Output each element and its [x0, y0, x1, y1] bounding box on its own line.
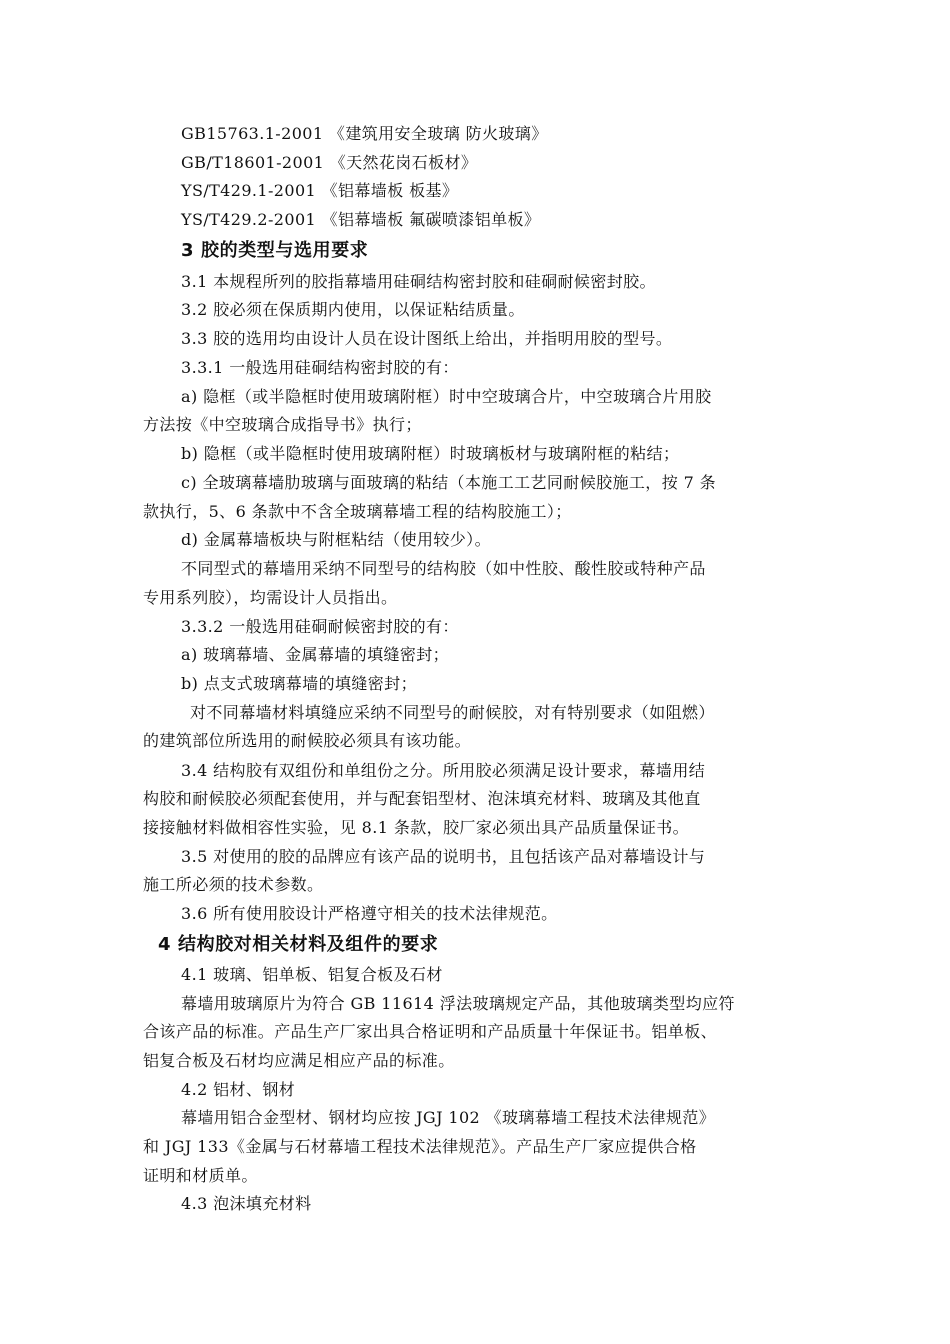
paragraph-line: 3.1 本规程所列的胶指幕墙用硅硐结构密封胶和硅硐耐候密封胶。: [181, 272, 656, 291]
paragraph-line: 4.3 泡沫填充材料: [181, 1194, 312, 1213]
standard-line: YS/T429.2-2001 《铝幕墙板 氟碳喷漆铝单板》: [181, 210, 541, 229]
paragraph-line: 铝复合板及石材均应满足相应产品的标准。: [143, 1051, 455, 1070]
paragraph-line: 3.5 对使用的胶的品牌应有该产品的说明书，且包括该产品对幕墙设计与: [181, 847, 706, 866]
paragraph-line: a) 玻璃幕墙、金属幕墙的填缝密封；: [181, 645, 450, 664]
paragraph-line: 4.1 玻璃、铝单板、铝复合板及石材: [181, 965, 443, 984]
paragraph-line: b) 点支式玻璃幕墙的填缝密封；: [181, 674, 417, 693]
paragraph-line: a) 隐框（或半隐框时使用玻璃附框）时中空玻璃合片，中空玻璃合片用胶: [181, 387, 712, 406]
paragraph-line: 3.3.1 一般选用硅硐结构密封胶的有：: [181, 358, 459, 377]
paragraph-line: 施工所必须的技术参数。: [143, 875, 324, 894]
paragraph-line: d) 金属幕墙板块与附框粘结（使用较少）。: [181, 530, 491, 549]
standard-line: GB15763.1-2001 《建筑用安全玻璃 防火玻璃》: [181, 124, 548, 143]
paragraph-line: 接接触材料做相容性实验，见 8.1 条款，胶厂家必须出具产品质量保证书。: [143, 818, 690, 837]
paragraph-line: 3.3 胶的选用均由设计人员在设计图纸上给出，并指明用胶的型号。: [181, 329, 673, 348]
paragraph-line: 3.3.2 一般选用硅硐耐候密封胶的有：: [181, 617, 459, 636]
paragraph-line: 证明和材质单。: [143, 1166, 258, 1185]
paragraph-line: 不同型式的幕墙用采纳不同型号的结构胶（如中性胶、酸性胶或特种产品: [181, 559, 706, 578]
paragraph-line: 专用系列胶），均需设计人员指出。: [143, 588, 398, 607]
paragraph-line: 款执行，5、6 条款中不含全玻璃幕墙工程的结构胶施工）；: [143, 502, 572, 521]
paragraph-line: 幕墙用铝合金型材、钢材均应按 JGJ 102 《玻璃幕墙工程技术法律规范》: [181, 1108, 716, 1127]
section-heading: 3 胶的类型与选用要求: [181, 240, 369, 261]
paragraph-line: c) 全玻璃幕墙肋玻璃与面玻璃的粘结（本施工工艺同耐候胶施工，按 7 条: [181, 473, 717, 492]
paragraph-line: 方法按《中空玻璃合成指导书》执行；: [143, 415, 422, 434]
paragraph-line: 3.2 胶必须在保质期内使用，以保证粘结质量。: [181, 300, 525, 319]
paragraph-line: 4.2 铝材、钢材: [181, 1080, 296, 1099]
paragraph-line: 的建筑部位所选用的耐候胶必须具有该功能。: [143, 731, 472, 750]
paragraph-line: 和 JGJ 133《金属与石材幕墙工程技术法律规范》。产品生产厂家应提供合格: [143, 1137, 697, 1156]
paragraph-line: 构胶和耐候胶必须配套使用，并与配套铝型材、泡沫填充材料、玻璃及其他直: [143, 789, 701, 808]
paragraph-line: b) 隐框（或半隐框时使用玻璃附框）时玻璃板材与玻璃附框的粘结；: [181, 444, 680, 463]
paragraph-line: 幕墙用玻璃原片为符合 GB 11614 浮法玻璃规定产品，其他玻璃类型均应符: [181, 994, 735, 1013]
standard-line: GB/T18601-2001 《天然花岗石板材》: [181, 153, 478, 172]
section-heading: 4 结构胶对相关材料及组件的要求: [158, 934, 439, 955]
paragraph-line: 合该产品的标准。产品生产厂家出具合格证明和产品质量十年保证书。铝单板、: [143, 1022, 718, 1041]
paragraph-line: 对不同幕墙材料填缝应采纳不同型号的耐候胶，对有特别要求（如阻燃）: [190, 703, 715, 722]
standard-line: YS/T429.1-2001 《铝幕墙板 板基》: [181, 181, 459, 200]
paragraph-line: 3.6 所有使用胶设计严格遵守相关的技术法律规范。: [181, 904, 558, 923]
paragraph-line: 3.4 结构胶有双组份和单组份之分。所用胶必须满足设计要求，幕墙用结: [181, 761, 706, 780]
